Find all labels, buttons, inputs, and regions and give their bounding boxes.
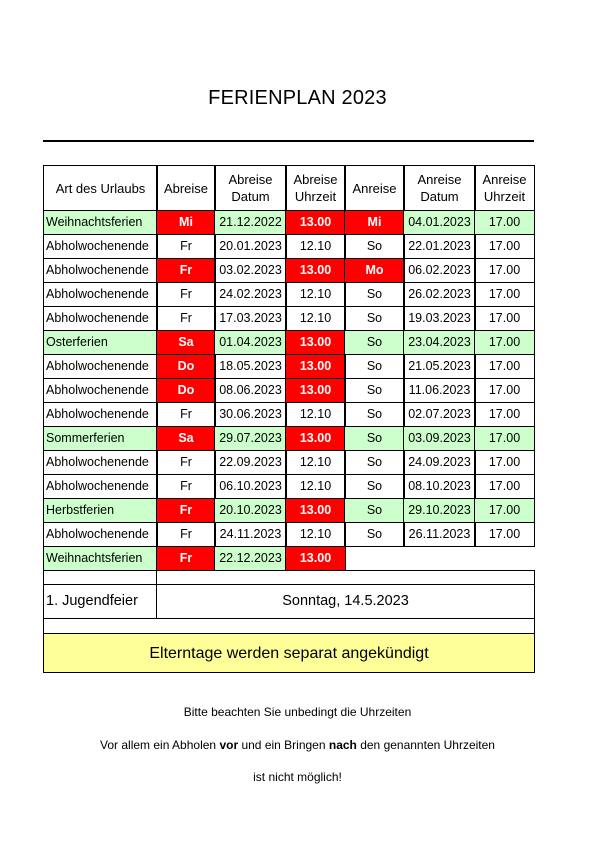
cell-anreise-datum: 21.05.2023 <box>403 354 476 379</box>
cell-anreise: Mo <box>344 258 405 283</box>
cell-anreise: So <box>344 234 405 259</box>
cell-anreise-datum: 26.11.2023 <box>403 522 476 547</box>
cell-art: Abholwochenende <box>43 522 158 547</box>
cell-abreise-uhrzeit: 13.00 <box>285 258 346 283</box>
cell-anreise-uhrzeit: 17.00 <box>474 234 535 259</box>
page-title: FERIENPLAN 2023 <box>208 87 387 109</box>
cell-anreise-uhrzeit: 17.00 <box>474 522 535 547</box>
cell-anreise: So <box>344 330 405 355</box>
cell-anreise-datum: 23.04.2023 <box>403 330 476 355</box>
cell-abreise: Fr <box>156 498 216 523</box>
cell-anreise-datum: 26.02.2023 <box>403 282 476 307</box>
cell-anreise-uhrzeit: 17.00 <box>474 210 535 235</box>
cell-anreise: So <box>344 498 405 523</box>
note-line-2-part: Vor allem ein Abholen <box>100 738 220 752</box>
cell-art: Abholwochenende <box>43 402 158 427</box>
jugendfeier-label: 1. Jugendfeier <box>43 584 157 619</box>
note-line-1: Bitte beachten Sie unbedingt die Uhrzeiten <box>183 705 412 719</box>
cell-anreise-uhrzeit: 17.00 <box>474 426 535 451</box>
cell-anreise-datum: 11.06.2023 <box>403 378 476 403</box>
cell-abreise-uhrzeit: 13.00 <box>285 546 346 571</box>
cell-abreise-datum: 01.04.2023 <box>214 330 287 355</box>
cell-art: Abholwochenende <box>43 378 158 403</box>
cell-anreise-uhrzeit: 17.00 <box>474 378 535 403</box>
cell-abreise-datum: 22.12.2023 <box>214 546 287 571</box>
cell-abreise-datum: 18.05.2023 <box>214 354 287 379</box>
cell-abreise: Fr <box>156 258 216 283</box>
cell-abreise-uhrzeit: 12.10 <box>285 522 346 547</box>
cell-anreise-datum: 06.02.2023 <box>403 258 476 283</box>
cell-anreise-datum: 24.09.2023 <box>403 450 476 475</box>
cell-abreise-datum: 17.03.2023 <box>214 306 287 331</box>
cell-abreise: Do <box>156 378 216 403</box>
cell-anreise-datum: 29.10.2023 <box>403 498 476 523</box>
cell-anreise-uhrzeit: 17.00 <box>474 402 535 427</box>
cell-anreise: So <box>344 450 405 475</box>
cell-anreise-uhrzeit: 17.00 <box>474 474 535 499</box>
cell-anreise-uhrzeit: 17.00 <box>474 306 535 331</box>
cell-abreise-uhrzeit: 13.00 <box>285 498 346 523</box>
cell-abreise-uhrzeit: 13.00 <box>285 426 346 451</box>
jugendfeier-date: Sonntag, 14.5.2023 <box>156 584 535 619</box>
spacer-cell <box>156 570 535 585</box>
cell-art: Abholwochenende <box>43 450 158 475</box>
spacer-cell <box>43 618 535 634</box>
cell-abreise: Fr <box>156 522 216 547</box>
cell-abreise-datum: 20.01.2023 <box>214 234 287 259</box>
cell-abreise: Fr <box>156 234 216 259</box>
cell-anreise-uhrzeit: 17.00 <box>474 498 535 523</box>
cell-anreise-datum: 03.09.2023 <box>403 426 476 451</box>
cell-art: Abholwochenende <box>43 354 158 379</box>
cell-abreise: Fr <box>156 282 216 307</box>
cell-art: Herbstferien <box>43 498 158 523</box>
cell-abreise-uhrzeit: 13.00 <box>285 210 346 235</box>
cell-art: Osterferien <box>43 330 158 355</box>
cell-art: Abholwochenende <box>43 234 158 259</box>
cell-abreise-datum: 22.09.2023 <box>214 450 287 475</box>
header-abreise-datum: Abreise Datum <box>214 165 287 211</box>
cell-anreise-datum: 02.07.2023 <box>403 402 476 427</box>
cell-abreise-uhrzeit: 12.10 <box>285 450 346 475</box>
cell-anreise: So <box>344 282 405 307</box>
cell-anreise: So <box>344 474 405 499</box>
cell-abreise-uhrzeit: 13.00 <box>285 378 346 403</box>
cell-anreise: So <box>344 426 405 451</box>
cell-abreise: Sa <box>156 330 216 355</box>
cell-abreise-uhrzeit: 12.10 <box>285 474 346 499</box>
cell-abreise-uhrzeit: 12.10 <box>285 282 346 307</box>
cell-art: Sommerferien <box>43 426 158 451</box>
cell-anreise-datum: 22.01.2023 <box>403 234 476 259</box>
cell-anreise-uhrzeit: 17.00 <box>474 258 535 283</box>
cell-abreise: Fr <box>156 546 216 571</box>
header-anreise-uhrzeit: Anreise Uhrzeit <box>474 165 535 211</box>
cell-anreise-uhrzeit: 17.00 <box>474 282 535 307</box>
cell-abreise: Fr <box>156 474 216 499</box>
cell-abreise-uhrzeit: 12.10 <box>285 402 346 427</box>
title-divider <box>43 140 534 142</box>
cell-art: Weihnachtsferien <box>43 210 158 235</box>
cell-anreise-uhrzeit: 17.00 <box>474 354 535 379</box>
cell-anreise-uhrzeit: 17.00 <box>474 450 535 475</box>
cell-abreise: Mi <box>156 210 216 235</box>
header-anreise-datum: Anreise Datum <box>403 165 476 211</box>
cell-abreise-datum: 06.10.2023 <box>214 474 287 499</box>
cell-abreise-uhrzeit: 12.10 <box>285 234 346 259</box>
cell-abreise: Fr <box>156 402 216 427</box>
cell-abreise-datum: 03.02.2023 <box>214 258 287 283</box>
cell-anreise: So <box>344 402 405 427</box>
note-line-3: ist nicht möglich! <box>253 770 342 784</box>
cell-abreise: Do <box>156 354 216 379</box>
cell-abreise-datum: 20.10.2023 <box>214 498 287 523</box>
cell-abreise-uhrzeit: 13.00 <box>285 330 346 355</box>
note-line-2-part: den genannten Uhrzeiten <box>356 738 495 752</box>
cell-anreise-datum: 04.01.2023 <box>403 210 476 235</box>
cell-anreise: Mi <box>344 210 405 235</box>
cell-art: Abholwochenende <box>43 282 158 307</box>
cell-anreise: So <box>344 378 405 403</box>
cell-abreise-datum: 24.02.2023 <box>214 282 287 307</box>
cell-anreise-datum: 08.10.2023 <box>403 474 476 499</box>
cell-abreise-uhrzeit: 13.00 <box>285 354 346 379</box>
cell-art: Weihnachtsferien <box>43 546 158 571</box>
cell-art: Abholwochenende <box>43 474 158 499</box>
header-abreise: Abreise <box>156 165 216 211</box>
cell-abreise: Fr <box>156 306 216 331</box>
cell-anreise: So <box>344 306 405 331</box>
cell-abreise-datum: 30.06.2023 <box>214 402 287 427</box>
header-anreise: Anreise <box>344 165 405 211</box>
cell-anreise-uhrzeit: 17.00 <box>474 330 535 355</box>
cell-abreise-datum: 21.12.2022 <box>214 210 287 235</box>
note-emphasis-nach: nach <box>328 738 357 752</box>
cell-abreise-datum: 29.07.2023 <box>214 426 287 451</box>
elterntage-banner: Elterntage werden separat angekündigt <box>43 633 535 673</box>
header-abreise-uhrzeit: Abreise Uhrzeit <box>285 165 346 211</box>
cell-art: Abholwochenende <box>43 258 158 283</box>
cell-abreise: Sa <box>156 426 216 451</box>
note-line-2 <box>0 738 595 752</box>
header-art: Art des Urlaubs <box>43 165 158 211</box>
cell-abreise-datum: 08.06.2023 <box>214 378 287 403</box>
cell-abreise-datum: 24.11.2023 <box>214 522 287 547</box>
spacer-cell <box>43 570 157 585</box>
note-emphasis-vor: vor <box>219 738 239 752</box>
cell-anreise: So <box>344 354 405 379</box>
cell-anreise: So <box>344 522 405 547</box>
cell-abreise-uhrzeit: 12.10 <box>285 306 346 331</box>
cell-art: Abholwochenende <box>43 306 158 331</box>
cell-abreise: Fr <box>156 450 216 475</box>
note-line-2-part: und ein Bringen <box>238 738 329 752</box>
cell-anreise-datum: 19.03.2023 <box>403 306 476 331</box>
